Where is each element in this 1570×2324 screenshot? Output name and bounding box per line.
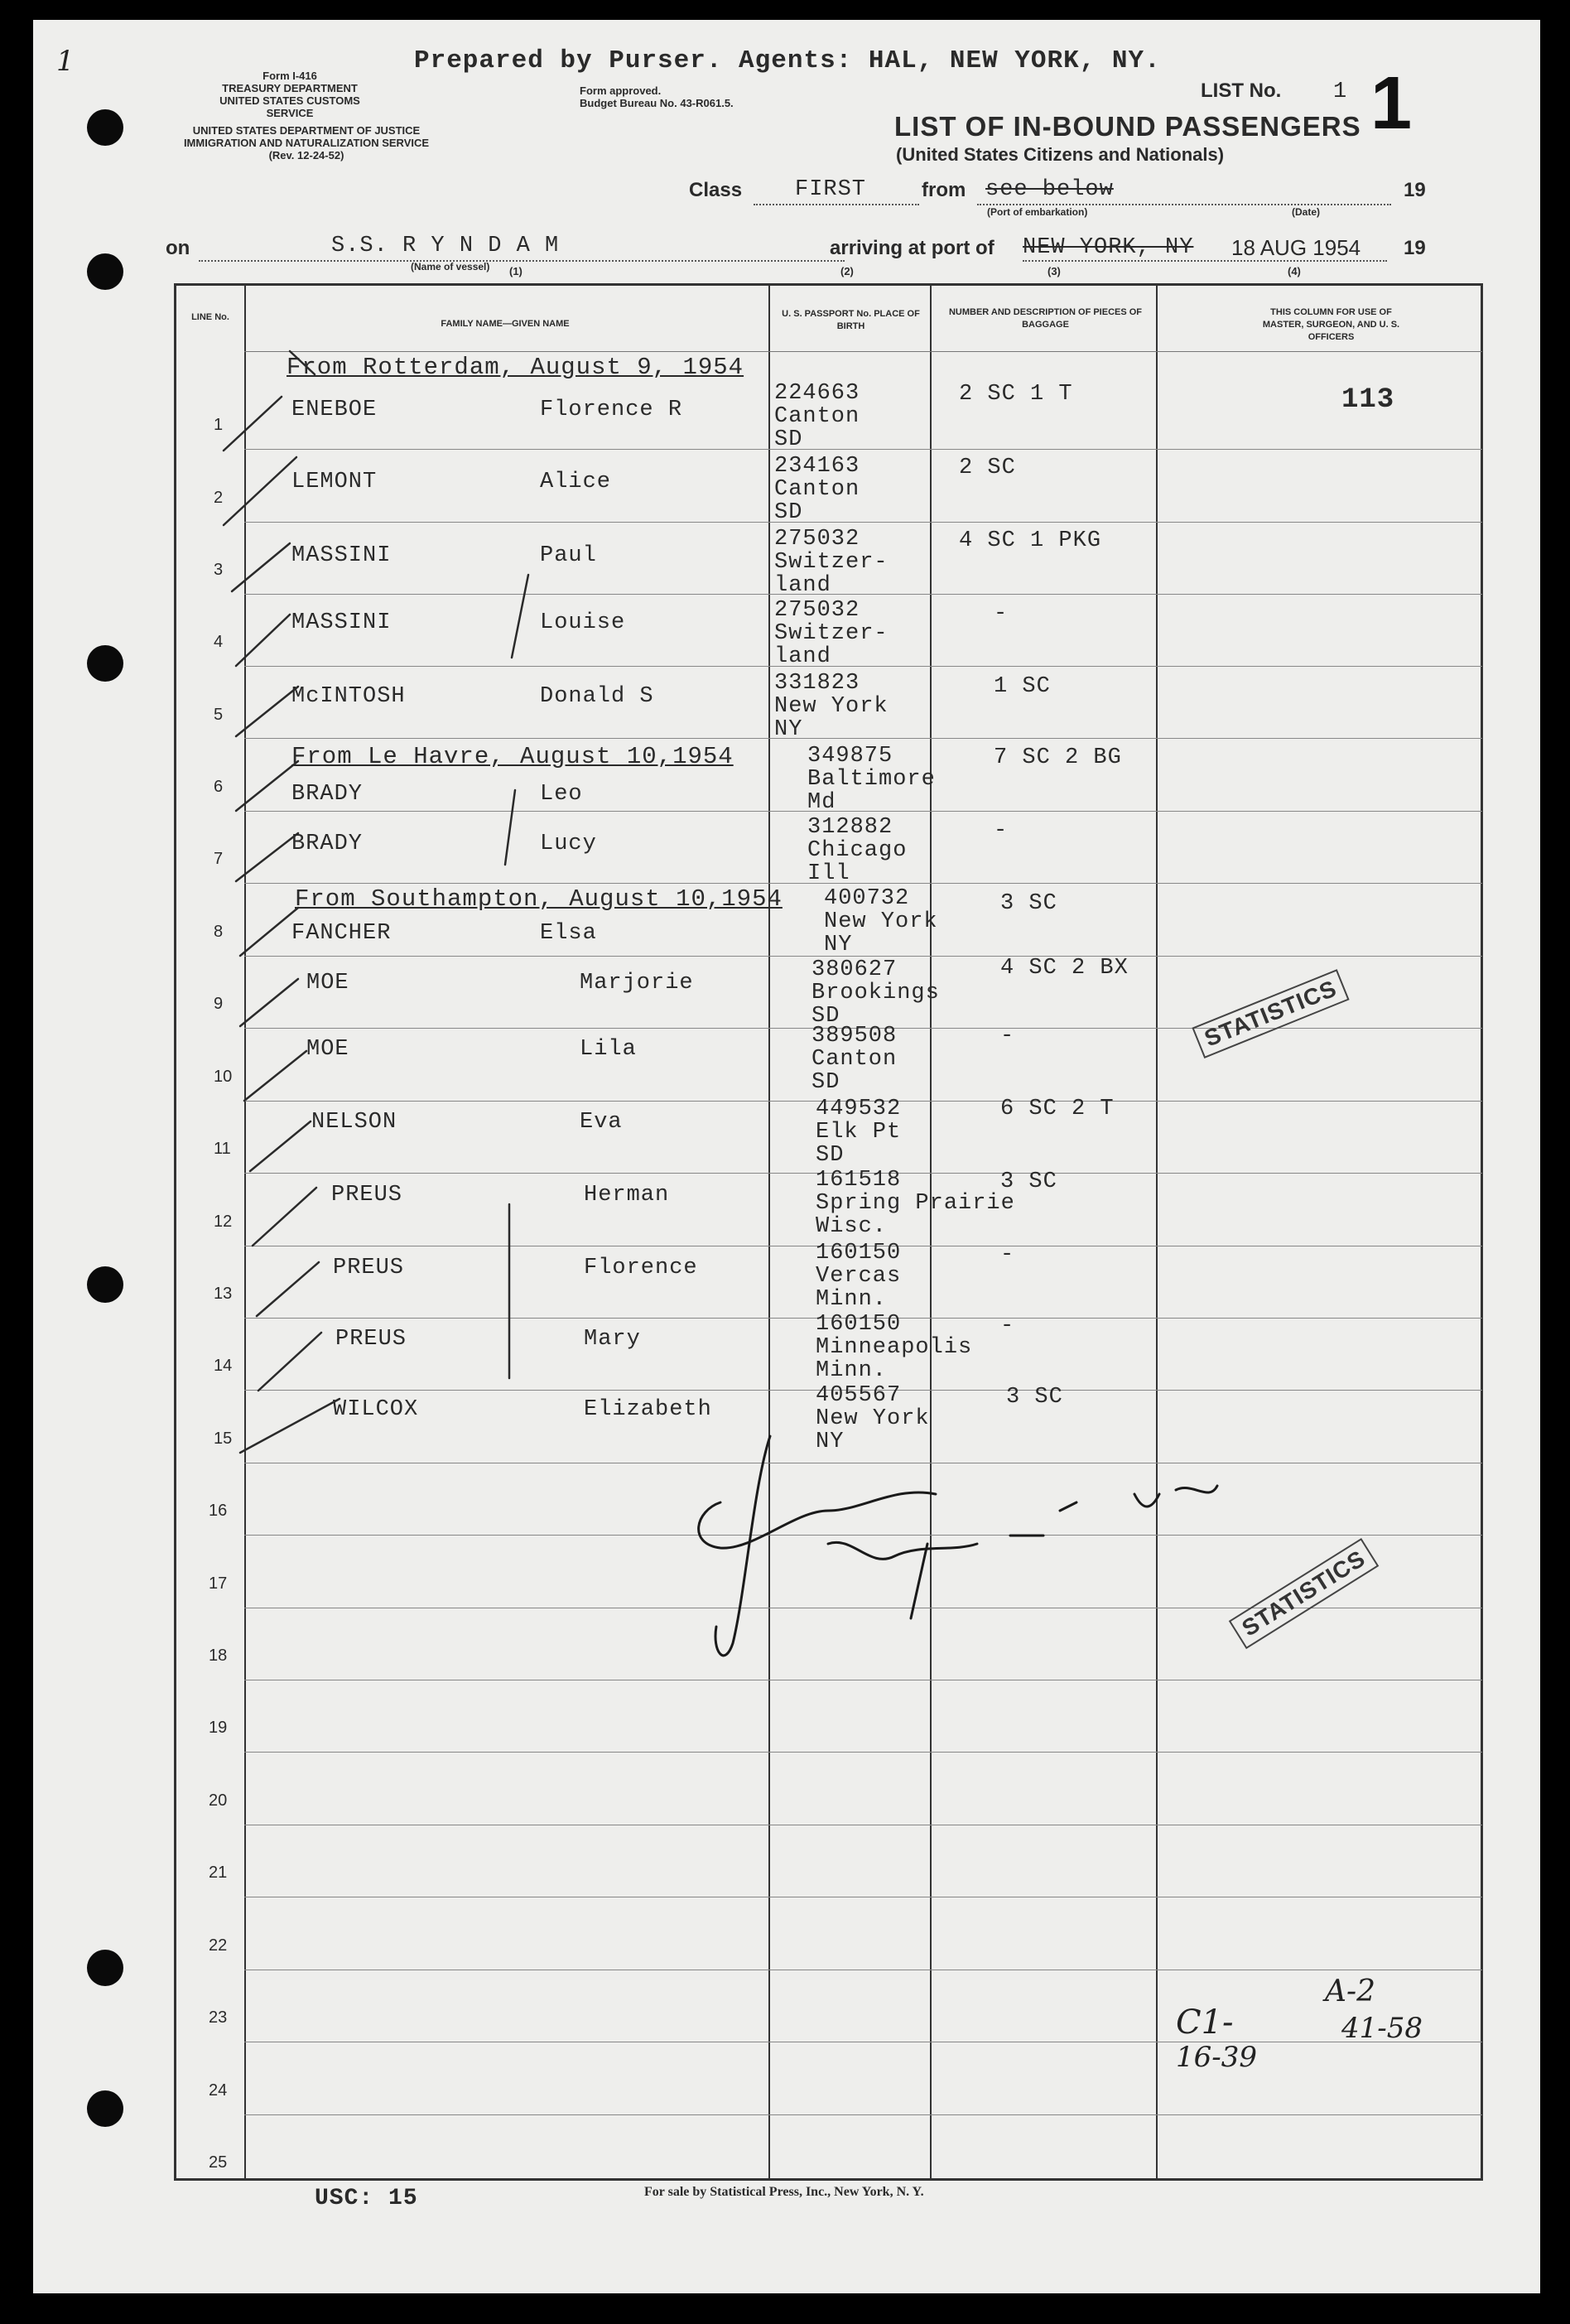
place-of-birth-state: NY	[824, 933, 853, 957]
given-name: Eva	[580, 1110, 623, 1135]
given-name: Louise	[540, 610, 626, 635]
family-name: PREUS	[333, 1256, 405, 1280]
check-mark	[236, 687, 298, 736]
budget-bureau: Budget Bureau No. 43-R061.5.	[580, 97, 734, 109]
family-name: LEMONT	[291, 470, 378, 494]
place-of-birth-state: NY	[816, 1430, 845, 1454]
family-name: McINTOSH	[291, 684, 406, 709]
col-num-3: (3)	[1047, 265, 1061, 277]
place-of-birth-state: SD	[774, 500, 803, 525]
col-num-2: (2)	[840, 265, 854, 277]
baggage: 3 SC	[1000, 1169, 1057, 1194]
family-name: ENEBOE	[291, 398, 378, 422]
check-mark	[224, 457, 296, 525]
class-label: Class	[689, 179, 743, 201]
treasury-dept: TREASURY DEPARTMENT	[222, 82, 358, 94]
family-bracket	[505, 790, 515, 865]
from-value: see below	[985, 177, 1114, 202]
form-approved: Form approved.	[580, 84, 662, 97]
line-number: 2	[214, 489, 224, 507]
given-name: Mary	[584, 1327, 641, 1352]
place-of-birth: Canton	[774, 404, 860, 429]
immigration-service: IMMIGRATION AND NATURALIZATION SERVICE	[183, 137, 430, 149]
from-label: from	[922, 179, 966, 201]
line-number: 25	[209, 2153, 228, 2172]
place-of-birth: Canton	[774, 477, 860, 502]
class-value: FIRST	[795, 177, 867, 202]
customs-service: UNITED STATES CUSTOMS SERVICE	[219, 94, 360, 119]
place-of-birth: Spring Prairie	[816, 1191, 1015, 1216]
line-number: 18	[209, 1647, 228, 1665]
given-name: Lucy	[540, 832, 597, 856]
baggage: 4 SC 2 BX	[1000, 956, 1129, 981]
date-caption: (Date)	[1292, 206, 1321, 218]
passport-number: 380627	[811, 957, 898, 982]
given-name: Elsa	[540, 921, 597, 946]
line-number: 22	[209, 1936, 228, 1955]
check-mark	[258, 1333, 321, 1391]
given-name: Lila	[580, 1037, 637, 1062]
line-number: 24	[209, 2081, 228, 2100]
family-name: BRADY	[291, 832, 364, 856]
list-no-big: 1	[1370, 62, 1413, 145]
given-name: Herman	[584, 1183, 670, 1208]
place-of-birth-state: SD	[774, 427, 803, 452]
passport-number: 312882	[807, 815, 893, 840]
baggage: 3 SC	[1000, 891, 1057, 916]
passport-number: 405567	[816, 1383, 902, 1408]
officer-note: 113	[1341, 384, 1395, 416]
line-number: 19	[209, 1719, 228, 1737]
line-number: 16	[209, 1502, 228, 1520]
given-name: Leo	[540, 782, 583, 807]
line-number: 8	[214, 923, 224, 941]
revision-date: (Rev. 12-24-52)	[268, 149, 344, 162]
family-name: MOE	[306, 1037, 349, 1062]
family-name: PREUS	[335, 1327, 407, 1352]
given-name: Marjorie	[580, 971, 694, 996]
place-of-birth: Brookings	[811, 981, 940, 1005]
baggage: 1 SC	[994, 674, 1051, 699]
handwritten-note: C1-	[1176, 2003, 1234, 2042]
check-mark	[257, 1262, 319, 1316]
line-number: 7	[214, 850, 224, 868]
place-of-birth-state: SD	[816, 1143, 845, 1168]
check-mark	[236, 833, 298, 881]
place-of-birth: New York	[774, 694, 889, 719]
vessel-caption: (Name of vessel)	[411, 261, 490, 272]
given-name: Donald S	[540, 684, 654, 709]
place-of-birth: New York	[816, 1406, 930, 1431]
col-header-baggage: NUMBER AND DESCRIPTION OF PIECES OF BAGGAGE	[948, 307, 1143, 330]
port-caption: (Port of embarkation)	[987, 206, 1088, 218]
check-mark	[240, 979, 298, 1026]
baggage: 7 SC 2 BG	[994, 745, 1122, 770]
col-num-1: (1)	[509, 265, 523, 277]
line-number: 12	[214, 1213, 233, 1231]
place-of-birth-state: Ill	[807, 861, 850, 886]
year-label-1: 19	[1404, 179, 1426, 201]
place-of-birth-state: Wisc.	[816, 1214, 888, 1239]
usc-code: USC: 15	[315, 2186, 418, 2211]
place-of-birth-state: SD	[811, 1004, 840, 1029]
col-header-passport: U. S. PASSPORT No. PLACE OF BIRTH	[782, 309, 920, 331]
passport-number: 275032	[774, 598, 860, 623]
check-mark	[250, 1121, 311, 1171]
col-header-officers: THIS COLUMN FOR USE OF MASTER, SURGEON, AND U. S. OFFICERS	[1262, 307, 1400, 342]
baggage: 4 SC 1 PKG	[959, 528, 1102, 553]
check-mark	[253, 1188, 316, 1246]
place-of-birth-state: NY	[774, 717, 803, 742]
check-mark	[240, 1399, 340, 1453]
col-header-line-no: LINE No.	[191, 312, 229, 322]
place-of-birth: Baltimore	[807, 767, 936, 792]
place-of-birth: Vercas	[816, 1264, 902, 1289]
passport-number: 400732	[824, 886, 910, 911]
publisher-note: For sale by Statistical Press, Inc., New York, N. Y.	[644, 2185, 924, 2199]
line-number: 13	[214, 1285, 233, 1303]
prepared-by: Prepared by Purser. Agents: HAL, NEW YORK, NY.	[414, 46, 1161, 75]
passport-number: 331823	[774, 671, 860, 696]
baggage: -	[994, 601, 1009, 626]
family-name: FANCHER	[291, 921, 392, 946]
given-name: Florence	[584, 1256, 698, 1280]
place-of-birth-state: SD	[811, 1070, 840, 1095]
baggage: -	[1000, 1314, 1015, 1338]
family-name: MOE	[306, 971, 349, 996]
justice-dept: UNITED STATES DEPARTMENT OF JUSTICE	[192, 124, 421, 137]
family-name: MASSINI	[291, 610, 392, 635]
place-of-birth-state: Minn.	[816, 1358, 888, 1383]
baggage: -	[994, 818, 1009, 843]
col-header-name: FAMILY NAME—GIVEN NAME	[441, 319, 570, 329]
passport-number: 224663	[774, 381, 860, 406]
line-number: 21	[209, 1864, 228, 1882]
arrival-date-stamp: 18 AUG 1954	[1231, 235, 1361, 260]
check-mark	[290, 351, 315, 374]
check-mark	[232, 543, 290, 591]
section-label: From Southampton, August 10,1954	[295, 885, 783, 913]
check-mark	[244, 1051, 306, 1101]
passport-number: 161518	[816, 1168, 902, 1193]
family-name: PREUS	[331, 1183, 403, 1208]
place-of-birth: Canton	[811, 1047, 898, 1072]
line-number: 6	[214, 778, 224, 796]
line-number: 17	[209, 1574, 228, 1593]
baggage: -	[1000, 1242, 1015, 1267]
corner-mark: 1	[56, 45, 75, 78]
place-of-birth: New York	[824, 909, 938, 934]
given-name: Florence R	[540, 398, 683, 422]
line-number: 10	[214, 1068, 233, 1086]
family-name: MASSINI	[291, 543, 392, 568]
document-page	[33, 20, 1540, 2293]
arrival-port: NEW YORK, NY	[1023, 235, 1194, 260]
passport-number: 349875	[807, 744, 893, 769]
given-name: Paul	[540, 543, 597, 568]
line-number: 4	[214, 633, 224, 651]
family-name: WILCOX	[333, 1397, 419, 1422]
place-of-birth: Switzer-	[774, 621, 889, 646]
form-number: Form I-416	[262, 70, 317, 82]
officer-signature	[699, 1436, 1217, 1656]
place-of-birth-state: land	[774, 644, 831, 669]
handwritten-note: 41-58	[1341, 2012, 1423, 2045]
baggage: 2 SC	[959, 456, 1016, 480]
handwritten-note: A-2	[1325, 1974, 1376, 2008]
given-name: Alice	[540, 470, 612, 494]
on-label: on	[166, 237, 190, 259]
line-number: 23	[209, 2008, 228, 2027]
family-bracket	[512, 575, 528, 658]
given-name: Elizabeth	[584, 1397, 712, 1422]
form-subtitle: (United States Citizens and Nationals)	[896, 144, 1225, 165]
col-num-4: (4)	[1288, 265, 1301, 277]
check-mark	[236, 615, 290, 666]
form-title: LIST OF IN-BOUND PASSENGERS	[894, 111, 1361, 142]
baggage: 6 SC 2 T	[1000, 1097, 1115, 1121]
place-of-birth: Chicago	[807, 838, 908, 863]
baggage: 2 SC 1 T	[959, 382, 1073, 407]
place-of-birth: Minneapolis	[816, 1335, 973, 1360]
line-number: 15	[214, 1430, 233, 1448]
place-of-birth-state: land	[774, 573, 831, 598]
passport-number: 389508	[811, 1024, 898, 1049]
family-name: NELSON	[311, 1110, 397, 1135]
passport-number: 275032	[774, 527, 860, 552]
statistics-stamp: STATISTICS	[1229, 1538, 1380, 1649]
list-no-small: 1	[1333, 80, 1348, 104]
statistics-stamp: STATISTICS	[1192, 969, 1349, 1058]
line-number: 11	[214, 1140, 231, 1158]
baggage: 3 SC	[1006, 1385, 1063, 1410]
place-of-birth: Elk Pt	[816, 1120, 902, 1145]
section-label: From Le Havre, August 10,1954	[291, 743, 734, 770]
section-label: From Rotterdam, August 9, 1954	[287, 354, 744, 381]
passport-number: 234163	[774, 454, 860, 479]
passport-number: 160150	[816, 1241, 902, 1266]
check-mark	[240, 908, 298, 956]
line-number: 20	[209, 1791, 228, 1810]
arriving-label: arriving at port of	[830, 237, 994, 259]
line-number: 14	[214, 1357, 233, 1375]
passport-number: 449532	[816, 1097, 902, 1121]
check-marks	[33, 20, 1540, 2293]
line-number: 5	[214, 706, 224, 724]
handwritten-note: 16-39	[1176, 2041, 1258, 2074]
check-mark	[236, 761, 298, 811]
line-number: 1	[214, 416, 224, 434]
year-label-2: 19	[1404, 237, 1426, 259]
place-of-birth-state: Minn.	[816, 1287, 888, 1312]
vessel-value: S.S. R Y N D A M	[331, 234, 560, 258]
list-no-label: LIST No.	[1201, 80, 1282, 102]
line-number: 9	[214, 995, 224, 1013]
check-mark	[224, 397, 282, 451]
line-number: 3	[214, 561, 224, 579]
family-name: BRADY	[291, 782, 364, 807]
place-of-birth-state: Md	[807, 790, 836, 815]
baggage: -	[1000, 1024, 1015, 1049]
passport-number: 160150	[816, 1312, 902, 1337]
place-of-birth: Switzer-	[774, 550, 889, 575]
